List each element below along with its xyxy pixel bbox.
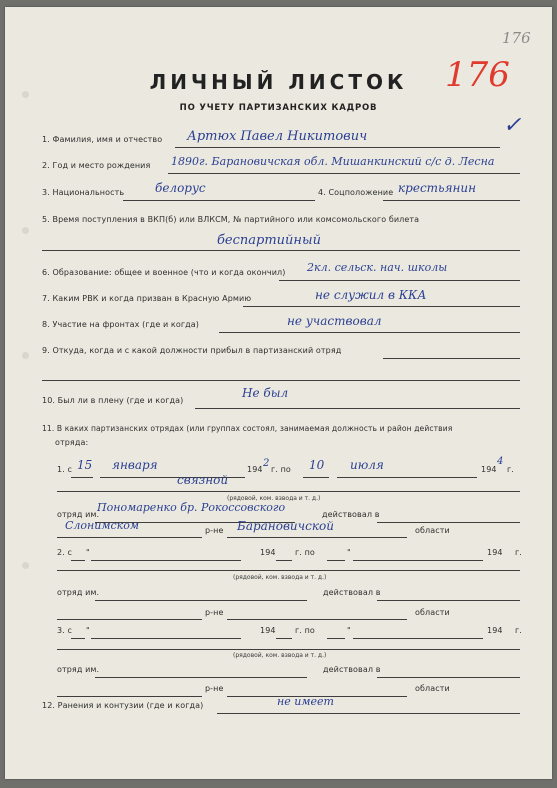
- unit-2-g: г.: [515, 548, 522, 557]
- form-title: ЛИЧНЫЙ ЛИСТОК: [149, 70, 408, 94]
- party-value: беспартийный: [217, 233, 321, 248]
- unit-2-year-from-line: [276, 560, 292, 561]
- field-8-line: [219, 332, 520, 333]
- unit-1-day-to-line: [303, 477, 329, 478]
- punch-hole: [22, 352, 29, 359]
- unit-1-otryad-label: отряд им.: [57, 510, 100, 519]
- field-6-label: 6. Образование: общее и военное (что и когда окончил): [42, 268, 286, 277]
- unit-2-quote-1: ": [86, 548, 90, 557]
- full-name-value: Артюх Павел Никитович: [187, 129, 368, 144]
- unit-1-otryad-value: Пономаренко бр. Рокоссовского: [97, 501, 286, 514]
- personnel-form-sheet: [5, 7, 552, 779]
- unit-1-day-from-line: [71, 477, 93, 478]
- unit-1-month-from: января: [112, 458, 158, 472]
- unit-3-num: 3. с: [57, 626, 72, 635]
- nationality-value: белорус: [155, 181, 206, 195]
- unit-1-g: г.: [507, 465, 514, 474]
- unit-3-oblast-label: области: [415, 684, 450, 693]
- unit-2-quote-2: ": [347, 548, 351, 557]
- unit-3-rayon-line: [57, 696, 202, 697]
- unit-2-caption: (рядовой, ком. взвода и т. д.): [233, 574, 327, 581]
- check-mark: ✓: [503, 113, 522, 138]
- unit-1-year-to: 4: [497, 456, 504, 467]
- field-12-label: 12. Ранения и контузии (где и когда): [42, 701, 204, 710]
- field-10-line: [195, 408, 520, 409]
- unit-3-year-from-line: [276, 638, 292, 639]
- unit-3-deystvoval: действовал в: [323, 665, 381, 674]
- unit-1-position-line: [57, 491, 520, 492]
- unit-1-year-from: 2: [263, 458, 270, 469]
- unit-1-rayon-line: [57, 537, 202, 538]
- field-3-label: 3. Национальность: [42, 188, 125, 197]
- unit-3-otryad-line: [95, 677, 307, 678]
- education-value: 2кл. сельск. нач. школы: [307, 261, 448, 274]
- field-6-line: [279, 280, 520, 281]
- unit-3-po: г. по: [295, 626, 315, 635]
- unit-1-year-prefix-to: 194: [481, 465, 497, 474]
- unit-2-year-to: 194: [487, 548, 503, 557]
- field-5-line: [42, 250, 520, 251]
- wounds-value: не имеет: [277, 695, 334, 708]
- unit-3-year-to: 194: [487, 626, 503, 635]
- unit-3-month-from-line: [91, 638, 241, 639]
- unit-3-caption: (рядовой, ком. взвода и т. д.): [233, 652, 327, 659]
- unit-1-deystvoval: действовал в: [322, 510, 380, 519]
- unit-2-position-line: [57, 570, 520, 571]
- field-2-line: [168, 173, 520, 174]
- field-10-label: 10. Был ли в плену (где и когда): [42, 396, 184, 405]
- unit-3-day-to-line: [327, 638, 345, 639]
- unit-1-oblast-line: [227, 537, 407, 538]
- unit-3-day-from-line: [71, 638, 85, 639]
- archive-page-number-red: 176: [445, 55, 510, 95]
- unit-1-oblast-label: области: [415, 526, 450, 535]
- field-9-label: 9. Откуда, когда и с какой должности прибыл в партизанский отряд: [42, 346, 342, 355]
- field-7-label: 7. Каким РВК и когда призван в Красную Армию: [42, 294, 252, 303]
- field-2-label: 2. Год и место рождения: [42, 161, 151, 170]
- unit-2-otryad-line: [95, 600, 307, 601]
- unit-1-position: связной: [177, 473, 229, 487]
- unit-3-rayon-label: р-не: [205, 684, 224, 693]
- punch-hole: [22, 227, 29, 234]
- army-value: не служил в ККА: [315, 288, 427, 302]
- unit-2-month-from-line: [91, 560, 241, 561]
- unit-3-quote-1: ": [86, 626, 90, 635]
- unit-2-po: г. по: [295, 548, 315, 557]
- unit-3-position-line: [57, 649, 520, 650]
- unit-1-year-prefix: 194: [247, 465, 263, 474]
- field-11-label-2: отряда:: [55, 438, 89, 447]
- field-4-line: [383, 200, 520, 201]
- field-9-line: [383, 358, 520, 359]
- unit-2-day-to-line: [327, 560, 345, 561]
- unit-3-year: 194: [260, 626, 276, 635]
- field-9-line-2: [42, 380, 520, 381]
- birth-value: 1890г. Барановичская обл. Мишанкинский с/с д. Лесна: [171, 155, 495, 168]
- unit-1-po: г. по: [271, 465, 291, 474]
- field-5-label: 5. Время поступления в ВКП(б) или ВЛКСМ, № партийного или комсомольского билета: [42, 215, 420, 224]
- unit-1-day-from: 15: [77, 458, 93, 472]
- captivity-value: Не был: [242, 386, 289, 400]
- unit-1-deystvoval-line: [377, 522, 520, 523]
- unit-2-oblast-line: [227, 619, 407, 620]
- field-12-line: [217, 713, 520, 714]
- field-4-label: 4. Соцположение: [318, 188, 394, 197]
- field-7-line: [243, 306, 520, 307]
- social-status-value: крестьянин: [398, 181, 477, 195]
- unit-2-year: 194: [260, 548, 276, 557]
- unit-3-month-to-line: [353, 638, 483, 639]
- unit-2-rayon-line: [57, 619, 202, 620]
- field-8-label: 8. Участие на фронтах (где и когда): [42, 320, 200, 329]
- unit-3-deystvoval-line: [377, 677, 520, 678]
- field-1-line: [175, 147, 500, 148]
- field-11-label: 11. В каких партизанских отрядах (или группах состоял, занимаемая должность и район действия: [42, 424, 453, 433]
- unit-1-caption: (рядовой, ком. взвода и т. д.): [227, 495, 321, 502]
- unit-1-rayon-label: р-не: [205, 526, 224, 535]
- unit-2-day-from-line: [71, 560, 85, 561]
- unit-2-num: 2. с: [57, 548, 72, 557]
- unit-3-otryad-label: отряд им.: [57, 665, 100, 674]
- unit-2-rayon-label: р-не: [205, 608, 224, 617]
- unit-1-month-to: июля: [350, 458, 384, 472]
- unit-1-month-to-line: [337, 477, 477, 478]
- punch-hole: [22, 562, 29, 569]
- form-subtitle: ПО УЧЕТУ ПАРТИЗАНСКИХ КАДРОВ: [179, 103, 378, 113]
- unit-2-month-to-line: [353, 560, 483, 561]
- unit-1-rayon-value: Слонимском: [65, 519, 139, 532]
- unit-2-otryad-label: отряд им.: [57, 588, 100, 597]
- unit-1-oblast-value: Барановичской: [237, 519, 334, 533]
- unit-3-quote-2: ": [347, 626, 351, 635]
- unit-1-day-to: 10: [309, 458, 325, 472]
- archive-page-number-gray: 176: [502, 29, 531, 47]
- unit-1-num: 1. с: [57, 465, 72, 474]
- field-3-line: [123, 200, 315, 201]
- fronts-value: не участвовал: [287, 314, 382, 328]
- unit-2-deystvoval: действовал в: [323, 588, 381, 597]
- unit-2-oblast-label: области: [415, 608, 450, 617]
- field-1-label: 1. Фамилия, имя и отчество: [42, 135, 163, 144]
- unit-2-deystvoval-line: [377, 600, 520, 601]
- unit-3-g: г.: [515, 626, 522, 635]
